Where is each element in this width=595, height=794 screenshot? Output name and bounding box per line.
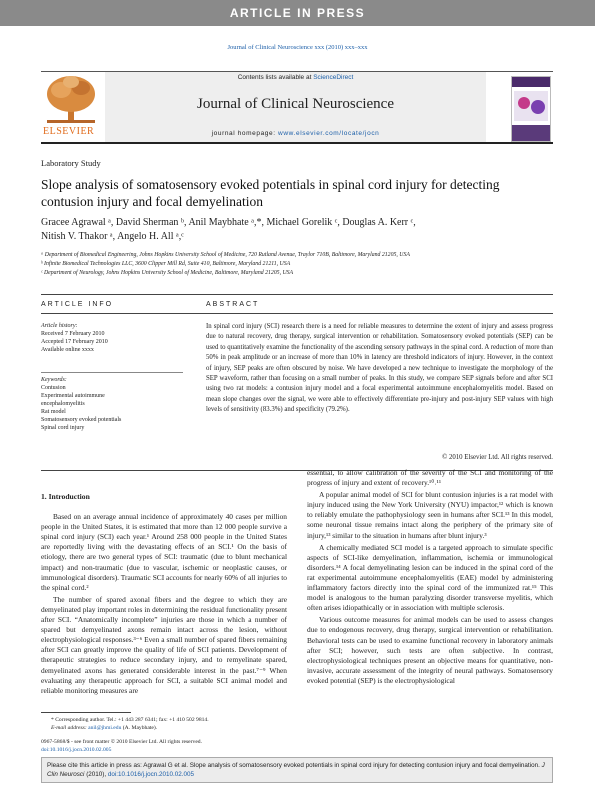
- paragraph: essential, to allow calibration of the severity of the SCI and monitoring of the progress of injury and extent of recovery.¹⁰˒¹¹: [307, 468, 553, 488]
- history-online: Available online xxxx: [41, 347, 94, 353]
- article-info-heading: ARTICLE INFO: [41, 301, 114, 308]
- elsevier-logo: [41, 72, 103, 144]
- homepage-link[interactable]: www.elsevier.com/locate/jocn: [278, 130, 380, 137]
- journal-title: Journal of Clinical Neuroscience: [196, 96, 394, 112]
- email-line: E-mail address: anil@jhmi.edu (A. Maybhate).: [51, 725, 158, 731]
- keyword-item: Spinal cord injury: [41, 425, 85, 431]
- affiliation-a: ᵃ Department of Biomedical Engineering, Johns Hopkins University School of Medicine, 720 Rutland Avenue, Traylor 710B, Baltimore, Maryland 21205, USA: [41, 252, 410, 258]
- citation-box: Please cite this article in press as: Agrawal G et al. Slope analysis of somatosensory evoked potentials in spinal cord injury for detecting contusion injury and focal demyelination. J Clin Neurosci (2010), doi:10.1016/j.jocn.2010.02.005: [41, 757, 553, 783]
- doi-link[interactable]: doi:10.1016/j.jocn.2010.02.005: [41, 747, 112, 753]
- section-type: Laboratory Study: [41, 158, 101, 168]
- footnotes: [41, 716, 287, 754]
- journal-reference-link[interactable]: Journal of Clinical Neuroscience xxx (2010) xxx–xxx: [227, 44, 368, 51]
- right-column: [307, 468, 553, 688]
- corresponding-author: * Corresponding author. Tel.: +1 443 287 6341; fax: +1 410 502 9814.: [51, 717, 209, 723]
- contents-line: Contents lists available at ScienceDirect: [237, 74, 354, 81]
- divider: [41, 313, 553, 314]
- email-link[interactable]: anil@jhmi.edu: [88, 725, 122, 731]
- article-in-press-banner: ARTICLE IN PRESS: [0, 0, 595, 26]
- citation-doi-link[interactable]: doi:10.1016/j.jocn.2010.02.005: [107, 771, 195, 778]
- elsevier-tree-icon: [41, 72, 101, 124]
- paragraph: The number of spared axonal fibers and the degree to which they are demyelinated play important roles in determining the residual functionality present after SCI. “Anatomically incomplete” injuries are those in which a number of spared but demyelinated axons remain intact across the lesion, without electrophysiological responses.³⁻⁶ Even a small number of spared fibers remaining after SCI can greatly improve the quality of life of SCI patients. Development of therapeutic strategies to reduce secondary injury, and to remyelinate spared, demyelinated axons has generated considerable interest in the past.⁷⁻⁹ When evaluating any therapeutic approach for SCI, a suitable SCI animal model and reliable monitoring measures are: [41, 594, 287, 695]
- footnote-divider: [41, 712, 131, 713]
- journal-header-center: [105, 72, 486, 142]
- copyright: © 2010 Elsevier Ltd. All rights reserved.: [442, 454, 553, 461]
- cover-art-icon: [512, 77, 550, 141]
- author-list: [41, 216, 551, 244]
- paragraph: A popular animal model of SCI for blunt contusion injuries is a rat model with injury induced using the New York University (NYU) impactor,¹² which is known to reliably emulate the pathophysiology seen in humans after SCI.¹³ In this model, some neuronal tissue remains intact along the periphery of the primary site of injury,¹³ similar to the situation in humans after blunt injury.³: [307, 490, 553, 540]
- affiliation-c: ᶜ Department of Neurology, Johns Hopkins University School of Medicine, Baltimore, Maryland 21205, USA: [41, 270, 294, 276]
- keyword-item: Experimental autoimmune: [41, 393, 105, 399]
- article-info: [41, 322, 183, 432]
- paragraph: A chemically mediated SCI model is a targeted approach to simulate specific aspects of SCI-like demyelination, inflammation, ischemia or immunological disorders.¹⁴ A focal demyelinating lesion can be induced in the spinal cord of the rat experimental autoimmune encephalomyelitis (EAE) model by administering inflammatory factors directly into the spinal cord of the immunized rat.¹⁵ This model is analogous to the human paralyzing disorder transverse myelitis, which often arises idiopathically or in association with multiple sclerosis.: [307, 542, 553, 613]
- affiliation-b: ᵇ Infinite Biomedical Technologies LLC, 3600 Clipper Mill Rd, Suite 410, Baltimore, Maryland 21211, USA: [41, 261, 291, 267]
- keywords-label: Keywords:: [41, 377, 67, 383]
- sciencedirect-link[interactable]: ScienceDirect: [313, 74, 354, 81]
- journal-cover-image: [511, 76, 551, 142]
- left-column: [41, 492, 287, 698]
- publisher-name: ELSEVIER: [43, 126, 95, 137]
- keyword-item: Somatosensory evoked potentials: [41, 417, 122, 423]
- article-title: Slope analysis of somatosensory evoked potentials in spinal cord injury for detecting contusion injury and focal demyelination: [41, 177, 500, 209]
- keyword-item: Contusion: [41, 385, 66, 391]
- divider: [41, 294, 553, 295]
- authors-line-1: Gracee Agrawal ᵃ, David Sherman ᵇ, Anil Maybhate ᵃ,*, Michael Gorelik ᶜ, Douglas A. Kerr ᶜ,: [41, 217, 416, 228]
- authors-line-2: Nitish V. Thakor ᵃ, Angelo H. All ᵃ,ᶜ: [41, 231, 184, 242]
- front-matter: 0967-5868/$ - see front matter © 2010 Elsevier Ltd. All rights reserved.: [41, 739, 202, 745]
- paragraph: Based on an average annual incidence of approximately 40 cases per million people in the United States, it is estimated that more than 12 000 people survive a spinal cord injury (SCI) each year.¹ Around 258 000 people in the United States are reportedly living with the devastating effects of an SCI.¹ On the basis of etiology, there are two general types of SCI: traumatic (due to blunt mechanical impact) and non-traumatic (due to vascular, ischemic or neoplastic causes, or immunological disorders). Traumatic SCI accounts for nearly 60% of all injuries to the spinal cord.²: [41, 512, 287, 592]
- journal-header: [41, 71, 553, 144]
- affiliations: [41, 251, 551, 278]
- abstract-heading: ABSTRACT: [206, 301, 260, 308]
- paragraph: Various outcome measures for animal models can be used to assess changes due to endogenous recovery, drug therapy, surgical intervention or rehabilitation. Behavioral tests can be used to examine functional recovery in laboratory animals after SCI; however, such tests are often subjective. In contrast, electrophysiological techniques present an objective means for quantitative, non-invasive, accurate assessment of the integrity of neural pathways. Somatosensory evoked potential (SEP) is the electrophysiological: [307, 615, 553, 685]
- keyword-item: encephalomyelitis: [41, 401, 85, 407]
- abstract-text: In spinal cord injury (SCI) research there is a need for reliable measures to determine the extent of injury and assess progress due to natural recovery, drug therapy, surgical intervention or rehabilitation. Somatosensory evoked potentials (SEP) can be used to quantitatively examine the functionality of the ascending sensory pathways in the spinal cord. A reduction of more than 50% in peak amplitude or an increase of more than 10% in latency are threshold indicators of injury. However, in the context of injury, SEP peaks are often obscured by noise. We have developed a new technique to investigate the morphology of the SEP waveform, rather than focusing on a small number of peaks. In this study, we compare SEP signals before and after SCI using two rat models: a contusion injury model and a focal experimental autoimmune encephalomyelitis model. Based on mean slope changes over the signal, we were able to effectively differentiate pre-injury and post-injury SEP values with high levels of sensitivity (83.3%) and specificity (79.2%).: [206, 323, 553, 414]
- history-received: Received 7 February 2010: [41, 331, 105, 337]
- keyword-item: Rat model: [41, 409, 66, 415]
- journal-homepage: journal homepage: www.elsevier.com/locate/jocn: [211, 130, 380, 137]
- history-label: Article history:: [41, 323, 78, 329]
- history-accepted: Accepted 17 February 2010: [41, 339, 108, 345]
- divider: [41, 372, 183, 373]
- introduction-heading: 1. Introduction: [41, 492, 90, 501]
